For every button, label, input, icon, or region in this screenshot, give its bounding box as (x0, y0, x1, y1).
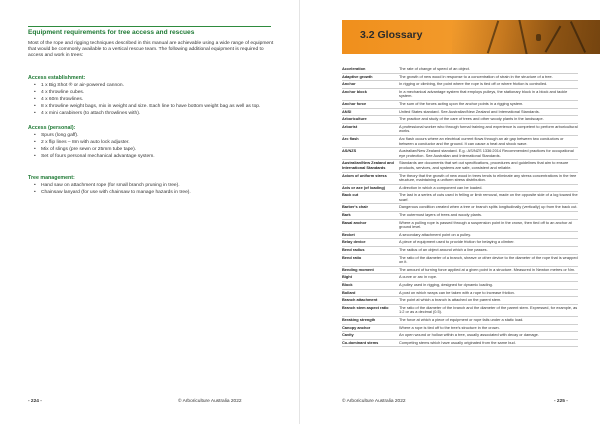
glossary-term: Co-dominant stems (342, 339, 379, 345)
glossary-definition: Where a rope is tied off to the tree's structure in the crown. (399, 324, 500, 330)
glossary-definition: The theory that the growth of new wood in trees tends to eliminate any stress concentrations in the tree structure, maintaining a uniform stress distribution. (399, 172, 577, 183)
glossary-definition: A pulley used in rigging, designed for dynamic loading. (399, 282, 493, 287)
glossary-row (342, 66, 578, 74)
glossary-term: Anchor block (342, 88, 367, 94)
glossary-term: ANSI (342, 108, 352, 114)
access-personal-list (34, 133, 266, 161)
glossary-definition: An open wound or hollow within a tree, usually associated with decay or damage. (399, 332, 539, 338)
glossary-definition: The outermost layers of trees and woody plants. (399, 212, 483, 218)
glossary-row (342, 255, 578, 267)
glossary-term: Acceleration (342, 66, 366, 71)
glossary-row (342, 136, 578, 148)
list-item: • 4 x 60m throwlines. (34, 97, 266, 104)
glossary-definition: A direction in which a component can be loaded. (399, 184, 483, 190)
glossary-definition: In rigging or climbing, the point where the rope is tied off or where friction is controlled. (399, 81, 548, 87)
glossary-row (342, 317, 578, 325)
access-establishment-list (34, 83, 266, 118)
glossary-term: Bend radius (342, 247, 365, 253)
list-item: • 8 x throwline weight bags, mix in weight and size. Each line to have bottom weight bag as well as top. (34, 104, 266, 111)
glossary-row (342, 267, 578, 275)
glossary-term: Canopy anchor (342, 324, 371, 330)
glossary-row (342, 124, 578, 136)
glossary-definition: The practice and study of the care of trees and other woody plants in the landscape. (399, 116, 544, 122)
page-title: Equipment requirements for tree access and rescues (28, 29, 195, 36)
copyright: © Arboriculture Australia 2022 (178, 399, 242, 404)
glossary-row (342, 160, 578, 172)
glossary-term: Bark (342, 212, 351, 218)
list-item: • 1 x Big Shot ® or air-powered cannon. (34, 83, 266, 90)
glossary-term: Bend ratio (342, 254, 362, 260)
glossary-term: Cavity (342, 332, 354, 338)
glossary-term: Anchor force (342, 100, 367, 106)
section-heading-access-personal: Access (personal): (28, 125, 76, 131)
list-item: • Chainsaw lanyard (for use with chainsaw to manage hazards in tree). (34, 190, 266, 197)
glossary-definition: The rate of change of speed of an object. (399, 66, 470, 71)
glossary-banner (342, 20, 600, 54)
glossary-definition: The ratio of the diameter of a branch, sheave or other device to the diameter of the rope that is wrapped on it. (399, 254, 578, 265)
glossary-term: Branch attachment (342, 297, 378, 303)
glossary-row (342, 305, 578, 317)
glossary-definition: In a mechanical advantage system that employs pulleys, the stationary block in a block and tackle system. (399, 88, 568, 99)
glossary-row (342, 185, 578, 193)
intro-paragraph: Most of the rope and rigging techniques described in this manual are achievable using a wide range of equipment that would be commonly available to a vertical rescue team. The following additional equipment is required to access and work in trees: (28, 41, 274, 59)
glossary-definition: The sum of the forces acting upon the anchor points in a rigging system. (399, 100, 524, 106)
glossary-row (342, 239, 578, 247)
section-heading-access-establishment: Access establishment: (28, 75, 86, 81)
glossary-row (342, 232, 578, 240)
glossary-term: Block (342, 282, 353, 287)
glossary-row (342, 204, 578, 212)
glossary-row (342, 192, 578, 204)
glossary-row (342, 274, 578, 282)
glossary-row (342, 74, 578, 82)
glossary-term: Basal anchor (342, 219, 367, 225)
glossary-definition: Where a pulling rope is passed through a suspension point in the crown, then tied off to an anchor at ground level. (399, 219, 572, 230)
glossary-term: Breaking strength (342, 316, 376, 322)
glossary-row (342, 101, 578, 109)
glossary-definition: Competing stems which have usually originated from the same bud. (399, 339, 516, 345)
glossary-definition: Australian/New Zealand standard. E.g.: AS/NZS 1336:2014 Recommended practices for occupational eye protection. See Australian and International Standards. (399, 148, 574, 158)
glossary-row (342, 297, 578, 305)
glossary-definition: A secondary attachment point on a pulley. (399, 231, 471, 237)
page-number: - 225 - (554, 399, 568, 404)
glossary-definition: The amount of turning force applied at a given point in a structure. Measured in Newton metres or Nm. (399, 266, 576, 272)
list-item: • Set of fours personal mechanical advantage system. (34, 154, 266, 161)
list-item: • 4 x mini carabiners (to attach throwlines with). (34, 111, 266, 118)
glossary-row (342, 109, 578, 117)
glossary-row (342, 148, 578, 160)
glossary-term: Arboriculture (342, 116, 367, 122)
glossary-term: Becket (342, 231, 355, 237)
glossary-term: Bending moment (342, 266, 374, 272)
section-title: 3.2 Glossary (360, 29, 423, 41)
glossary-row (342, 173, 578, 185)
glossary-definition: Standards are documents that set out specifications, procedures and guidelines that aim to ensure products, services, and systems are safe, consistent and reliable. (399, 160, 569, 170)
glossary-definition: The ratio of the diameter of the branch and the diameter of the parent stem. Expressed, for example, as 1:2 or as a decimal (0.5). (399, 304, 578, 315)
glossary-row (342, 325, 578, 333)
glossary-definition: The force at which a piece of equipment or rope fails under a static load. (399, 316, 524, 322)
glossary-term: Arc flash (342, 135, 359, 141)
glossary-definition: A post on which wraps can be taken with a rope to increase friction. (399, 289, 515, 295)
glossary-term: Bight (342, 274, 352, 280)
glossary-term: Australian/New Zealand and International Standards (342, 160, 394, 170)
glossary-term: Belay device (342, 239, 366, 245)
glossary-definition: The growth of new wood in response to a concentration of strain in the structure of a tree. (399, 73, 553, 79)
glossary-definition: United States standard. See Australian/New Zealand and International Standards. (399, 108, 540, 114)
glossary-term: Arborist (342, 123, 358, 129)
glossary-row (342, 212, 578, 220)
glossary-row (342, 247, 578, 255)
list-item: • Hand saw on attachment rope (for small branch pruning in tree). (34, 183, 266, 190)
glossary-definition: A professional worker who through formal training and experience is competent to perform arboricultural works. (399, 123, 578, 134)
glossary-row (342, 116, 578, 124)
glossary-term: Axis or axe (of loading) (342, 184, 386, 190)
glossary-row (342, 332, 578, 340)
list-item: • 2 x flip lines – 8m with auto lock adjuster. (34, 140, 266, 147)
title-rule (28, 26, 271, 27)
glossary-row (342, 340, 578, 348)
glossary-term: Axiom of uniform stress (342, 172, 387, 178)
glossary-definition: Dangerous condition created when a tree or branch splits longitudinally (vertically) up from the back cut. (399, 204, 578, 210)
glossary-definition: A piece of equipment used to provide friction for belaying a climber. (399, 239, 515, 245)
tree-management-list (34, 183, 266, 197)
glossary-definition: A curve or arc in rope. (399, 274, 438, 280)
glossary-row (342, 81, 578, 89)
glossary-term: AS/NZS (342, 148, 357, 154)
glossary-row (342, 282, 578, 290)
glossary-definition: The point at which a branch is attached on the parent stem. (399, 297, 502, 303)
glossary-definition: The radius of an object around which a line passes. (399, 247, 488, 253)
glossary-row (342, 89, 578, 101)
glossary-term: Anchor (342, 81, 356, 87)
glossary-table (342, 66, 578, 347)
glossary-term: Bollard (342, 289, 356, 295)
glossary-term: Barber's chair (342, 204, 369, 210)
list-item: • Spurs (long gaff). (34, 133, 266, 140)
section-heading-tree-management: Tree management: (28, 175, 75, 181)
glossary-definition: Arc flash occurs where an electrical current flows through an air gap between two conductors or between a conductor and the ground. It can cause a heat and shock wave. (399, 135, 564, 146)
glossary-term: Adaptive growth (342, 73, 373, 79)
list-item: • 4 x throwline cubes. (34, 90, 266, 97)
list-item: • Mix of slings (pre sewn or 25mm tube tape). (34, 147, 266, 154)
tree-photo (452, 20, 600, 54)
glossary-term: Back cut (342, 192, 359, 198)
page-number: - 224 - (28, 399, 42, 404)
copyright: © Arboriculture Australia 2022 (342, 399, 406, 404)
glossary-term: Branch stem aspect ratio (342, 304, 389, 310)
glossary-row (342, 290, 578, 298)
glossary-definition: The last in a series of cuts used in felling or limb removal, made on the opposite side of a log toward the scarf. (399, 192, 578, 202)
right-page (300, 0, 600, 424)
glossary-row (342, 220, 578, 232)
